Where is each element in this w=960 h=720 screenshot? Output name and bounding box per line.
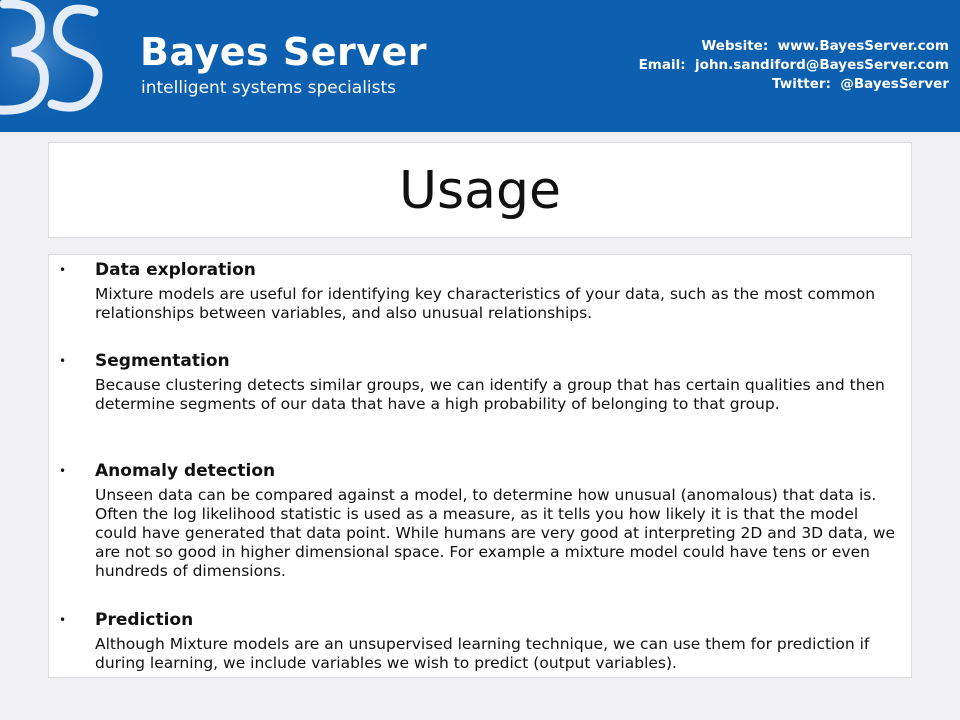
- brand-name: Bayes Server: [140, 30, 427, 74]
- item-heading: Anomaly detection: [95, 461, 276, 481]
- bullet-icon: •: [59, 464, 67, 478]
- item-text: Unseen data can be compared against a model, to determine how unusual (anomalous) that data is. Often the log likelihood statistic is used as a measure, as it tells you how likely it is that the model could have generated that data point. While humans are very good at interpreting 2D and 3D data, we are not so good in higher dimensional space. For example a mixture model could have tens or even hundreds of dimensions.: [95, 486, 896, 580]
- bayes-server-logo-icon: [0, 0, 112, 124]
- contact-email: [639, 56, 949, 75]
- contact-info: [639, 37, 949, 94]
- contact-twitter: [639, 75, 949, 94]
- slide-content: [48, 254, 912, 678]
- email-link[interactable]: john.sandiford@BayesServer.com: [695, 57, 949, 73]
- twitter-label: Twitter:: [772, 76, 831, 92]
- usage-item-segmentation: [59, 350, 897, 414]
- brand-tagline: intelligent systems specialists: [141, 78, 397, 98]
- bullet-icon: •: [59, 263, 67, 277]
- item-heading: Prediction: [95, 610, 194, 630]
- usage-item-prediction: [59, 609, 897, 673]
- bullet-icon: •: [59, 613, 67, 627]
- item-heading: Segmentation: [95, 351, 230, 371]
- website-label: Website:: [701, 38, 769, 54]
- usage-item-data-exploration: [59, 259, 897, 323]
- email-label: Email:: [638, 57, 686, 73]
- slide-title: Usage: [398, 161, 562, 221]
- twitter-link[interactable]: @BayesServer: [840, 76, 949, 92]
- bullet-icon: •: [59, 354, 67, 368]
- item-text: Because clustering detects similar groups, we can identify a group that has certain qualities and then determine segments of our data that have a high probability of belonging to that group.: [95, 376, 885, 413]
- header-banner: [0, 0, 960, 132]
- item-text: Although Mixture models are an unsupervised learning technique, we can use them for prediction if during learning, we include variables we wish to predict (output variables).: [95, 635, 870, 672]
- item-heading: Data exploration: [95, 260, 256, 280]
- website-link[interactable]: www.BayesServer.com: [777, 38, 949, 54]
- slide-title-box: [48, 142, 912, 238]
- usage-item-anomaly-detection: [59, 460, 897, 581]
- item-text: Mixture models are useful for identifying key characteristics of your data, such as the most common relationships between variables, and also unusual relationships.: [95, 285, 876, 322]
- contact-website: [639, 37, 949, 56]
